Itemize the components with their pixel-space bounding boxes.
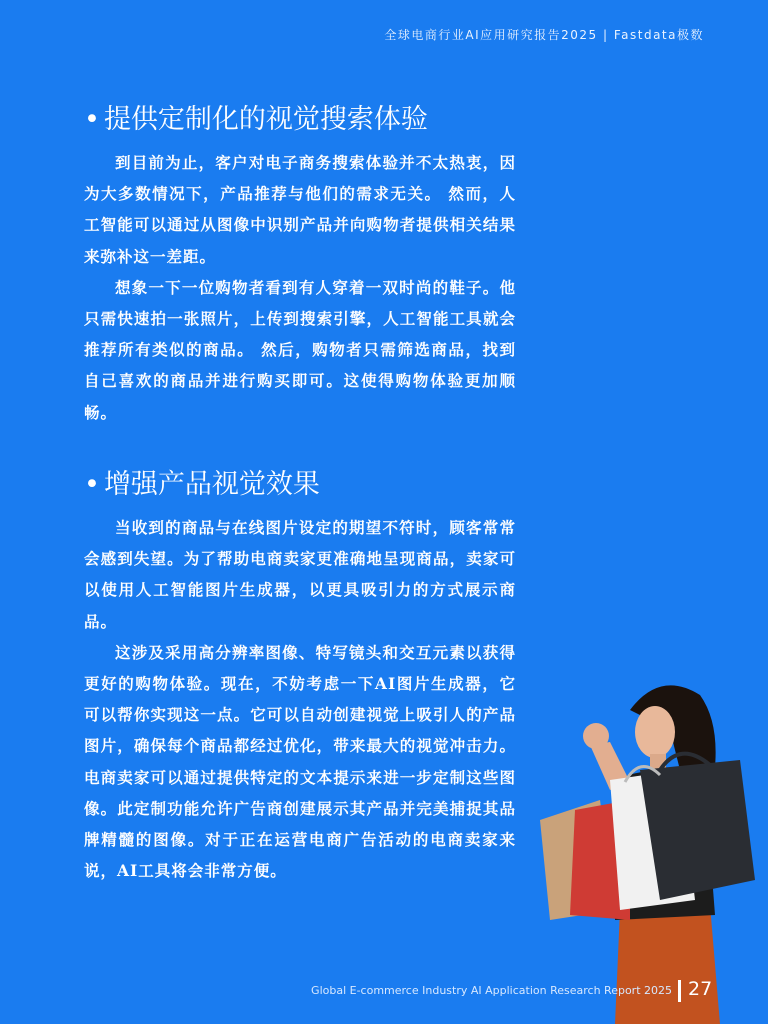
paragraph: 这涉及采用高分辨率图像、特写镜头和交互元素以获得更好的购物体验。现在，不妨考虑一下AI图片生成器，它可以帮你实现这一点。它可以自动创建视觉上吸引人的产品图片，确保每个商品都经过优化，带来最大的视觉冲击力。电商卖家可以通过提供特定的文本提示来进一步定制这些图像。此定制功能允许广告商创建展示其产品并完美捕捉其品牌精髓的图像。对于正在运营电商广告活动的电商卖家来说，AI工具将会非常方便。 bbox=[84, 642, 516, 881]
section-title-product-visuals bbox=[84, 462, 320, 501]
section-title-text: 提供定制化的视觉搜索体验 bbox=[103, 104, 428, 135]
paragraph: 当收到的商品与在线图片设定的期望不符时，顾客常常会感到失望。为了帮助电商卖家更准确地呈现商品，卖家可以使用人工智能图片生成器，以更具吸引力的方式展示商品。 bbox=[84, 518, 516, 631]
section-body-visual-search bbox=[84, 147, 516, 428]
bullet-icon: • bbox=[84, 469, 100, 500]
bullet-icon: • bbox=[84, 104, 100, 135]
section-title-text: 增强产品视觉效果 bbox=[103, 469, 320, 500]
section-body-product-visuals bbox=[84, 512, 516, 886]
footer-report-name: Global E-commerce Industry AI Application Research Report 2025 bbox=[311, 984, 672, 997]
report-header: 全球电商行业AI应用研究报告2025 | Fastdata极数 bbox=[384, 28, 704, 42]
page-number: 27 bbox=[688, 978, 713, 1000]
shopper-with-bags-image bbox=[520, 670, 768, 1024]
section-title-visual-search bbox=[84, 97, 428, 136]
paragraph: 想象一下一位购物者看到有人穿着一双时尚的鞋子。他只需快速拍一张照片，上传到搜索引擎，人工智能工具就会推荐所有类似的商品。 然后，购物者只需筛选商品，找到自己喜欢的商品并进行购买即可。这使得购物体验更加顺畅。 bbox=[84, 277, 516, 422]
footer-divider bbox=[678, 980, 681, 1002]
paragraph: 到目前为止，客户对电子商务搜索体验并不太热衷，因为大多数情况下，产品推荐与他们的需求无关。 然而，人工智能可以通过从图像中识别产品并向购物者提供相关结果来弥补这一差距。 bbox=[84, 153, 516, 266]
